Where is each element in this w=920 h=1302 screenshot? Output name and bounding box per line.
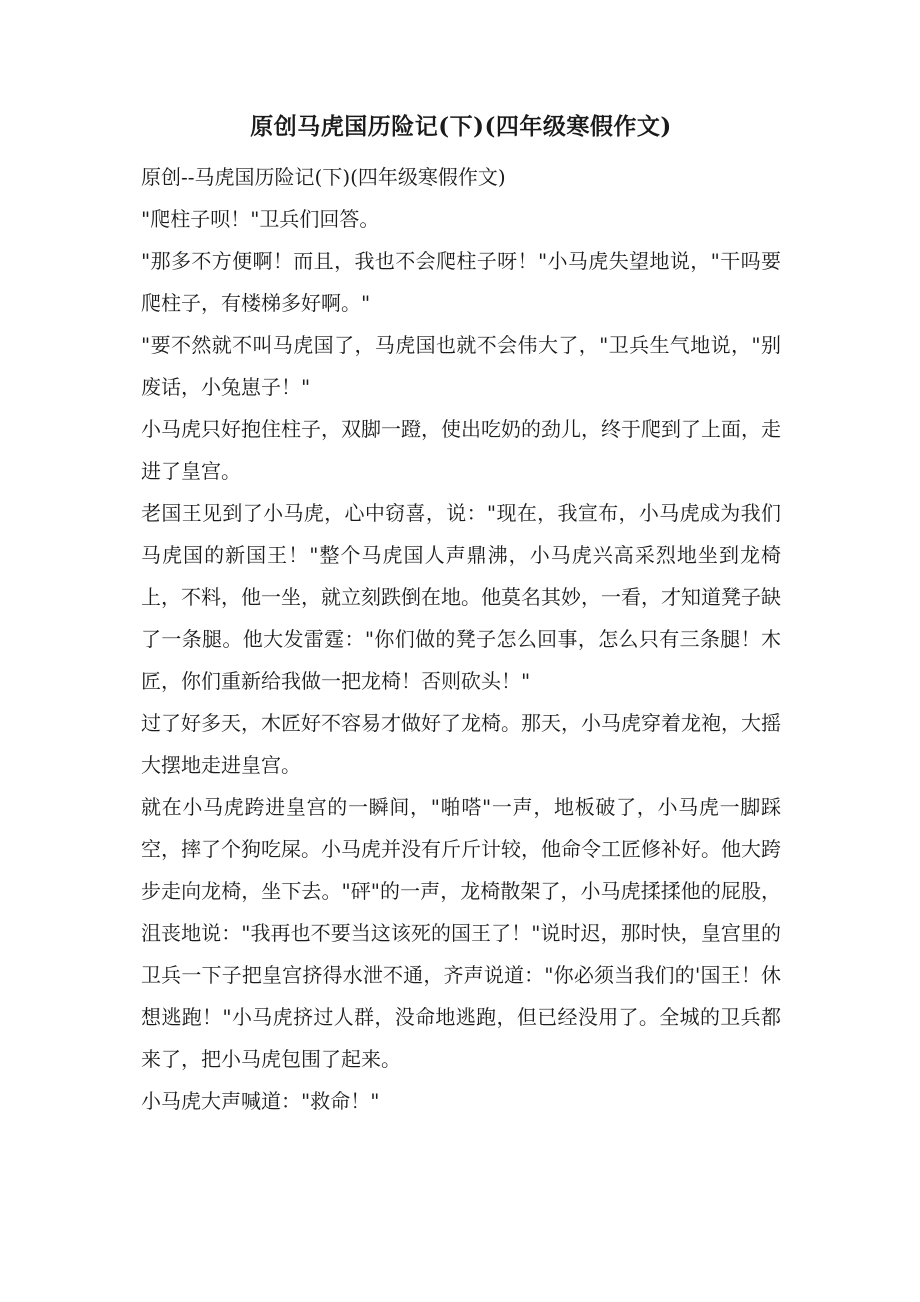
paragraph: 过了好多天，木匠好不容易才做好了龙椅。那天，小马虎穿着龙袍，大摇大摆地走进皇宫。	[141, 711, 781, 777]
paragraph: "爬柱子呗！"卫兵们回答。	[141, 207, 380, 231]
document-title: 原创马虎国历险记(下)(四年级寒假作文)	[250, 113, 672, 140]
paragraph: 小马虎只好抱住柱子，双脚一蹬，使出吃奶的劲儿，终于爬到了上面，走进了皇宫。	[141, 417, 781, 483]
paragraph: "那多不方便啊！而且，我也不会爬柱子呀！"小马虎失望地说，"干吗要爬柱子，有楼梯多好啊。"	[141, 249, 781, 315]
paragraph-subtitle: 原创--马虎国历险记(下)(四年级寒假作文)	[141, 165, 506, 189]
paragraph: 老国王见到了小马虎，心中窃喜，说："现在，我宣布，小马虎成为我们马虎国的新国王！"整个马虎国人声鼎沸，小马虎兴高采烈地坐到龙椅上，不料，他一坐，就立刻跌倒在地。他莫名其妙，一看，才知道凳子缺了一条腿。他大发雷霆："你们做的凳子怎么回事，怎么只有三条腿！木匠，你们重新给我做一把龙椅！否则砍头！"	[141, 501, 781, 693]
document-page	[141, 110, 781, 1122]
paragraph: 就在小马虎跨进皇宫的一瞬间，"啪嗒"一声，地板破了，小马虎一脚踩空，摔了个狗吃屎。小马虎并没有斤斤计较，他命令工匠修补好。他大跨步走向龙椅，坐下去。"砰"的一声，龙椅散架了，小马虎揉揉他的屁股，沮丧地说："我再也不要当这该死的国王了！"说时迟，那时快，皇宫里的卫兵一下子把皇宫挤得水泄不通，齐声说道："你必须当我们的'国王！休想逃跑！"小马虎挤过人群，没命地逃跑，但已经没用了。全城的卫兵都来了，把小马虎包围了起来。	[141, 795, 781, 1071]
paragraph: "要不然就不叫马虎国了，马虎国也就不会伟大了，"卫兵生气地说，"别废话，小兔崽子！"	[141, 333, 781, 399]
paragraph: 小马虎大声喊道："救命！"	[141, 1089, 380, 1113]
